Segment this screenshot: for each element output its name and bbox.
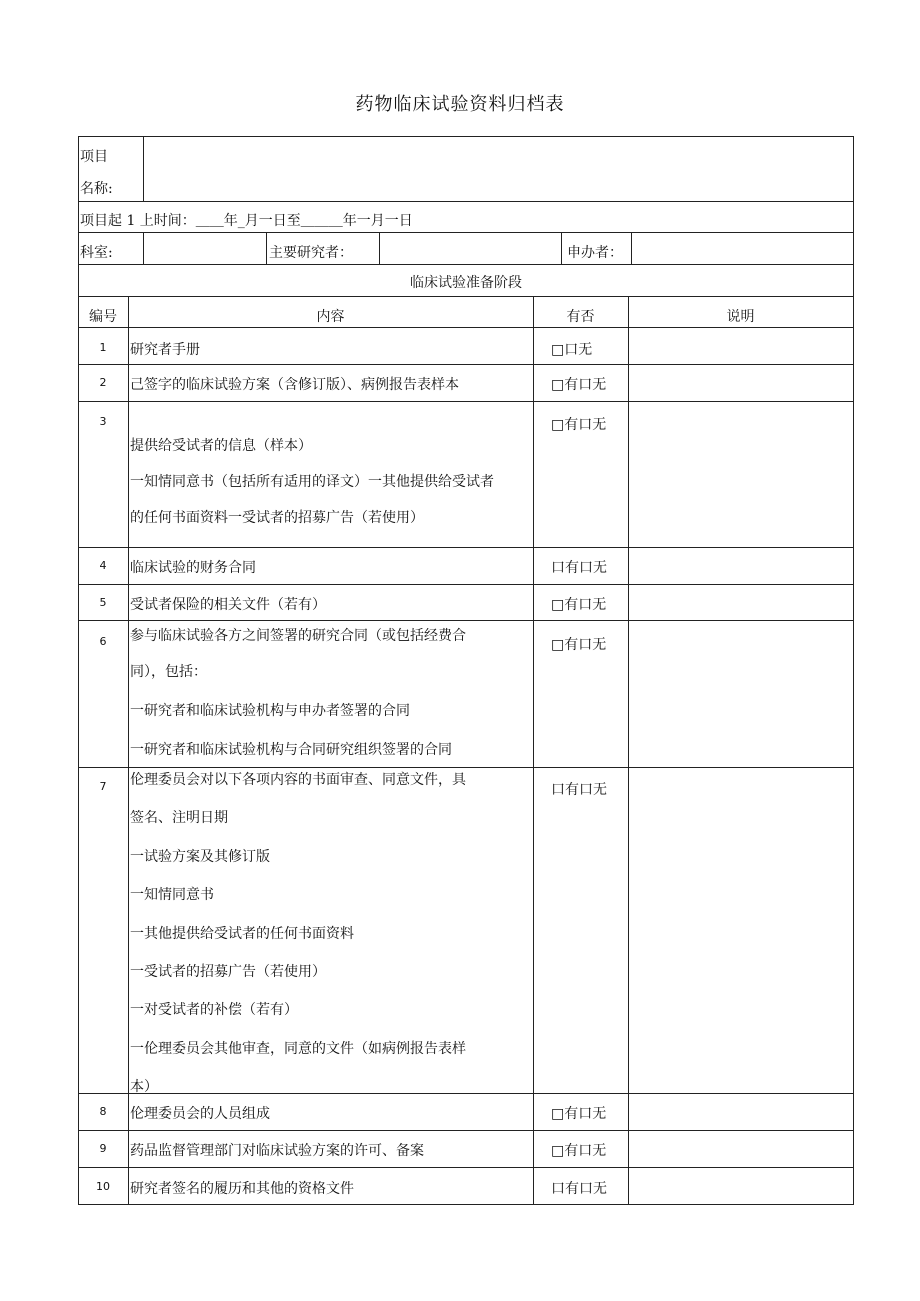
table-border — [78, 1204, 854, 1205]
notes-cell[interactable] — [629, 768, 853, 1093]
row-content-line: 一伦理委员会其他审查，同意的文件（如病例报告表样 — [130, 1041, 466, 1057]
notes-cell[interactable] — [629, 328, 853, 364]
row-number: 10 — [96, 1180, 110, 1193]
row-number: 3 — [99, 415, 107, 428]
row-content-line: 伦理委员会的人员组成 — [130, 1106, 270, 1122]
row-content-line: 一研究者和临床试验机构与申办者签署的合同 — [130, 703, 410, 719]
principal-investigator-label: 主要研究者： — [269, 245, 353, 261]
row-content-line: 一对受试者的补偿（若有） — [130, 1002, 298, 1018]
row-content-line: 同），包括： — [130, 664, 207, 680]
header-content: 内容 — [316, 309, 345, 325]
notes-cell[interactable] — [629, 1168, 853, 1204]
presence-checkbox[interactable]: 口有口无 — [551, 782, 607, 798]
row-number: 7 — [99, 780, 107, 793]
sponsor-label: 申办者： — [567, 245, 623, 261]
stage-title: 临床试验准备阶段 — [410, 275, 522, 291]
project-name-field[interactable] — [144, 137, 853, 201]
presence-checkbox[interactable]: 口有口无 — [551, 1181, 607, 1197]
row-number: 6 — [99, 635, 107, 648]
department-field[interactable] — [144, 233, 266, 264]
row-content-line: 一受试者的招募广告（若使用） — [130, 964, 326, 980]
project-name-label: 项目 — [80, 149, 108, 165]
table-border — [78, 136, 79, 1205]
notes-cell[interactable] — [629, 1094, 853, 1130]
notes-cell[interactable] — [629, 548, 853, 584]
row-content-line: 一知情同意书（包括所有适用的译文）一其他提供给受试者 — [130, 474, 494, 490]
row-content-line: 参与临床试验各方之间签署的研究合同（或包括经费合 — [130, 628, 466, 644]
row-content-line: 提供给受试者的信息（样本） — [130, 438, 312, 454]
row-content-line: 受试者保险的相关文件（若有） — [130, 597, 326, 613]
principal-investigator-field[interactable] — [380, 233, 561, 264]
presence-checkbox[interactable]: □有口无 — [551, 377, 607, 393]
table-border — [853, 136, 854, 1205]
header-number: 编号 — [89, 309, 117, 325]
table-border — [266, 232, 267, 264]
row-number: 5 — [99, 596, 107, 609]
document-title: 药物临床试验资料归档表 — [355, 94, 565, 115]
presence-checkbox[interactable]: □有口无 — [551, 1106, 607, 1122]
row-number: 9 — [99, 1142, 107, 1155]
sponsor-field[interactable] — [632, 233, 853, 264]
project-date-label: 项目起 1 上时间：＿＿年_月一日至＿＿＿年一月一日 — [80, 213, 413, 229]
row-content-line: 研究者手册 — [130, 342, 200, 358]
table-border — [533, 296, 534, 1205]
notes-cell[interactable] — [629, 621, 853, 767]
table-border — [128, 296, 129, 1205]
table-border — [561, 232, 562, 264]
header-presence: 有否 — [566, 309, 595, 325]
notes-cell[interactable] — [629, 1131, 853, 1167]
row-content-line: 签名、注明日期 — [130, 810, 228, 826]
row-content-line: 己签字的临床试验方案（含修订版）、病例报告表样本 — [130, 377, 459, 393]
row-content-line: 一其他提供给受试者的任何书面资料 — [130, 926, 354, 942]
row-content-line: 伦理委员会对以下各项内容的书面审查、同意文件，具 — [130, 772, 466, 788]
row-number: 8 — [99, 1105, 107, 1118]
project-name-label-2: 名称: — [80, 181, 113, 197]
presence-checkbox[interactable]: □口无 — [551, 342, 593, 358]
presence-checkbox[interactable]: □有口无 — [551, 597, 607, 613]
notes-cell[interactable] — [629, 585, 853, 620]
row-content-line: 一试验方案及其修订版 — [130, 849, 270, 865]
row-number: 2 — [99, 376, 107, 389]
row-number: 1 — [99, 341, 107, 354]
row-number: 4 — [99, 559, 107, 572]
notes-cell[interactable] — [629, 402, 853, 547]
header-notes: 说明 — [726, 309, 755, 325]
row-content-line: 一研究者和临床试验机构与合同研究组织签署的合同 — [130, 742, 452, 758]
row-content-line: 药品监督管理部门对临床试验方案的许可、备案 — [130, 1143, 424, 1159]
row-content-line: 研究者签名的履历和其他的资格文件 — [130, 1181, 354, 1197]
row-content-line: 本） — [130, 1079, 158, 1095]
presence-checkbox[interactable]: □有口无 — [551, 637, 607, 653]
row-content-line: 一知情同意书 — [130, 887, 214, 903]
notes-cell[interactable] — [629, 365, 853, 401]
row-content-line: 临床试验的财务合同 — [130, 560, 256, 576]
table-border — [78, 264, 854, 265]
presence-checkbox[interactable]: □有口无 — [551, 417, 607, 433]
row-content-line: 的任何书面资料一受试者的招募广告（若使用） — [130, 510, 424, 526]
presence-checkbox[interactable]: □有口无 — [551, 1143, 607, 1159]
presence-checkbox[interactable]: 口有口无 — [551, 560, 607, 576]
table-border — [78, 296, 854, 297]
table-border — [78, 201, 854, 202]
department-label: 科室: — [80, 245, 113, 261]
